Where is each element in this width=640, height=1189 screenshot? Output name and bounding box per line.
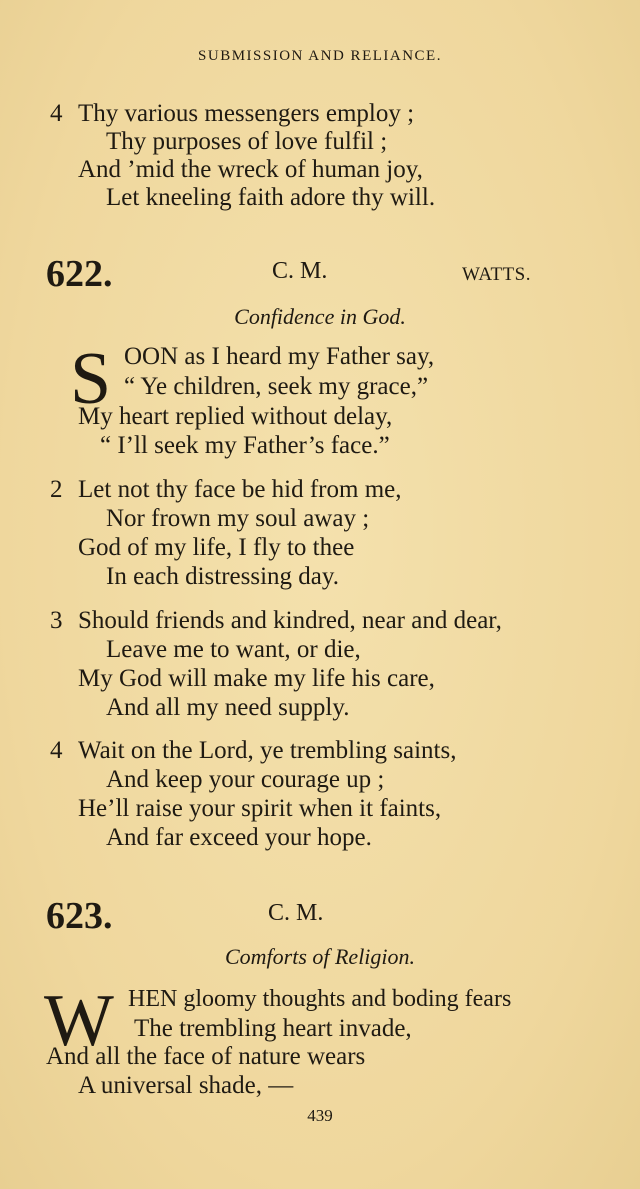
verse-line: He’ll raise your spirit when it faints, — [78, 795, 442, 822]
verse-number: 4 — [50, 100, 63, 127]
verse-line: And keep your courage up ; — [106, 766, 385, 793]
verse-line: My God will make my life his care, — [78, 665, 435, 692]
verse-line: A universal shade, — — [78, 1072, 294, 1099]
verse-line: “ Ye children, seek my grace,” — [124, 373, 429, 400]
verse-line: OON as I heard my Father say, — [124, 343, 435, 370]
verse-line: Thy purposes of love fulfil ; — [106, 128, 388, 155]
verse-line: Should friends and kindred, near and dear, — [78, 607, 502, 634]
hymn-topic: Confidence in God. — [234, 304, 406, 329]
page-number: 439 — [307, 1106, 333, 1125]
verse-line: In each distressing day. — [106, 563, 340, 590]
verse-line: And all the face of nature wears — [46, 1043, 366, 1070]
verse-line: God of my life, I fly to thee — [78, 534, 355, 561]
verse-number: 4 — [50, 737, 63, 764]
verse-line: And ’mid the wreck of human joy, — [78, 156, 423, 183]
running-head: SUBMISSION AND RELIANCE. — [198, 48, 442, 64]
verse-line: Thy various messengers employ ; — [78, 100, 415, 127]
verse-number: 2 — [50, 476, 63, 503]
hymn-number: 622. — [46, 253, 113, 295]
verse-line: The trembling heart invade, — [134, 1015, 412, 1042]
verse-line: HEN gloomy thoughts and boding fears — [128, 986, 512, 1012]
verse-line: Let not thy face be hid from me, — [78, 476, 402, 503]
verse-line: And far exceed your hope. — [106, 824, 372, 851]
verse-line: Wait on the Lord, ye trembling saints, — [78, 737, 457, 764]
verse-line: Let kneeling faith adore thy will. — [106, 184, 436, 211]
hymn-meter: C. M. — [272, 258, 328, 284]
verse-line: Leave me to want, or die, — [106, 636, 361, 663]
drop-cap: W — [44, 980, 114, 1062]
verse-line: And all my need supply. — [106, 694, 350, 721]
verse-line: “ I’ll seek my Father’s face.” — [100, 432, 390, 459]
hymn-number: 623. — [46, 895, 113, 937]
verse-line: Nor frown my soul away ; — [106, 505, 370, 532]
verse-number: 3 — [50, 607, 63, 634]
verse-line: My heart replied without delay, — [78, 403, 393, 430]
hymn-meter: C. M. — [268, 900, 324, 926]
hymn-author: WATTS. — [462, 264, 531, 285]
drop-cap: S — [70, 338, 112, 420]
hymn-topic: Comforts of Religion. — [224, 944, 416, 969]
